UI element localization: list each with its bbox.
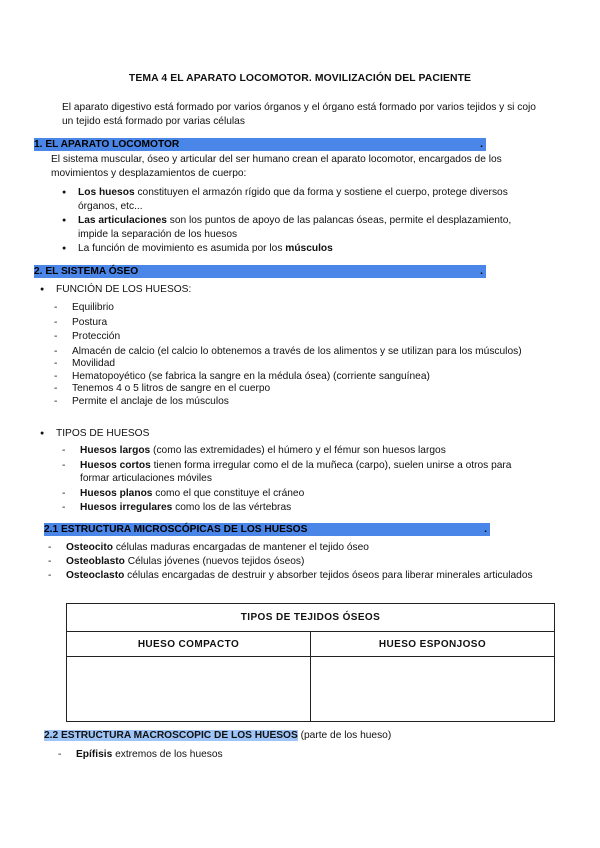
list-item: - Huesos planos como el que constituye el cráneo bbox=[80, 487, 528, 501]
section-2-heading-text: 2. EL SISTEMA ÓSEO bbox=[34, 266, 139, 277]
list-item: - Huesos largos (como las extremidades) el húmero y el fémur son huesos largos bbox=[80, 444, 528, 458]
list-item: - Almacén de calcio (el calcio lo obtenemos a través de los alimentos y se utilizan para los músculos) bbox=[72, 346, 542, 359]
table-cell-empty bbox=[67, 657, 311, 722]
list-item: - Osteoclasto células encargadas de destruir y absorber tejidos óseos para liberar minerales articulados bbox=[66, 569, 542, 583]
column-header-compacto: HUESO COMPACTO bbox=[67, 632, 311, 657]
tipos-title: ● TIPOS DE HUESOS bbox=[56, 427, 536, 441]
list-item: ● Los huesos constituyen el armazón rígido que da forma y sostiene el cuerpo, protege diversos órganos, etc... bbox=[78, 186, 530, 213]
list-item: - Osteocito células maduras encargadas de mantener el tejido óseo bbox=[66, 541, 542, 555]
section-2-2-note: (parte de los hueso) bbox=[297, 730, 392, 741]
section-1-list bbox=[78, 186, 530, 256]
list-item: - Huesos cortos tienen forma irregular como el de la muñeca (carpo), suelen unirse a otros para formar articulaciones móviles bbox=[80, 459, 528, 486]
tejidos-table bbox=[66, 603, 555, 722]
intro-paragraph: El aparato digestivo está formado por varios órganos y el órgano está formado por varios tejidos y si cojo un tejido está formado por varias células bbox=[62, 102, 536, 127]
section-1-paragraph: El sistema muscular, óseo y articular del ser humano crean el aparato locomotor, encargados de los movimientos y desplazamientos de cuerpo: bbox=[51, 154, 502, 179]
list-item: - Osteoblasto Células jóvenes (nuevos tejidos óseos) bbox=[66, 555, 542, 569]
table-title: TIPOS DE TEJIDOS ÓSEOS bbox=[67, 604, 555, 632]
funciones-list bbox=[72, 302, 542, 408]
section-1-heading: 1. EL APARATO LOCOMOTOR . bbox=[34, 138, 486, 151]
section-2-2-list bbox=[76, 748, 536, 762]
section-2-2-heading-text: 2.2 ESTRUCTURA MACROSCOPIC DE LOS HUESOS bbox=[44, 730, 298, 741]
table-cell-empty bbox=[311, 657, 555, 722]
list-item: - Equilibrio bbox=[72, 302, 542, 315]
section-2-1-heading: 2.1 ESTRUCTURA MICROSCÓPICAS DE LOS HUESOS . bbox=[44, 523, 490, 536]
document-title: TEMA 4 EL APARATO LOCOMOTOR. MOVILIZACIÓN DEL PACIENTE bbox=[128, 73, 472, 84]
list-item: - Protección bbox=[72, 331, 542, 344]
list-item: - Huesos irregulares como los de las vértebras bbox=[80, 501, 528, 515]
list-item: - Epífisis extremos de los huesos bbox=[76, 748, 536, 762]
list-item: - Permite el anclaje de los músculos bbox=[72, 396, 542, 409]
list-item: ● Las articulaciones son los puntos de apoyo de las palancas óseas, permite el desplazamiento, impide la separación de los huesos bbox=[78, 214, 530, 241]
funcion-list bbox=[56, 283, 536, 297]
funcion-title: ● FUNCIÓN DE LOS HUESOS: bbox=[56, 283, 536, 297]
tipos-list bbox=[56, 427, 536, 441]
section-2-1-heading-text: 2.1 ESTRUCTURA MICROSCÓPICAS DE LOS HUESOS bbox=[44, 524, 308, 535]
section-2-2-heading bbox=[44, 729, 544, 743]
list-item: - Movilidad bbox=[72, 358, 542, 371]
column-header-esponjoso: HUESO ESPONJOSO bbox=[311, 632, 555, 657]
list-item: - Postura bbox=[72, 317, 542, 330]
list-item: - Tenemos 4 o 5 litros de sangre en el cuerpo bbox=[72, 383, 542, 396]
list-item: ● La función de movimiento es asumida por los músculos bbox=[78, 242, 530, 256]
section-1-heading-text: 1. EL APARATO LOCOMOTOR bbox=[34, 139, 180, 150]
section-2-heading: 2. EL SISTEMA ÓSEO . bbox=[34, 265, 486, 278]
tipos-items bbox=[80, 444, 528, 515]
list-item: - Hematopoyético (se fabrica la sangre en la médula ósea) (corriente sanguínea) bbox=[72, 371, 542, 384]
section-2-1-list bbox=[66, 541, 542, 583]
